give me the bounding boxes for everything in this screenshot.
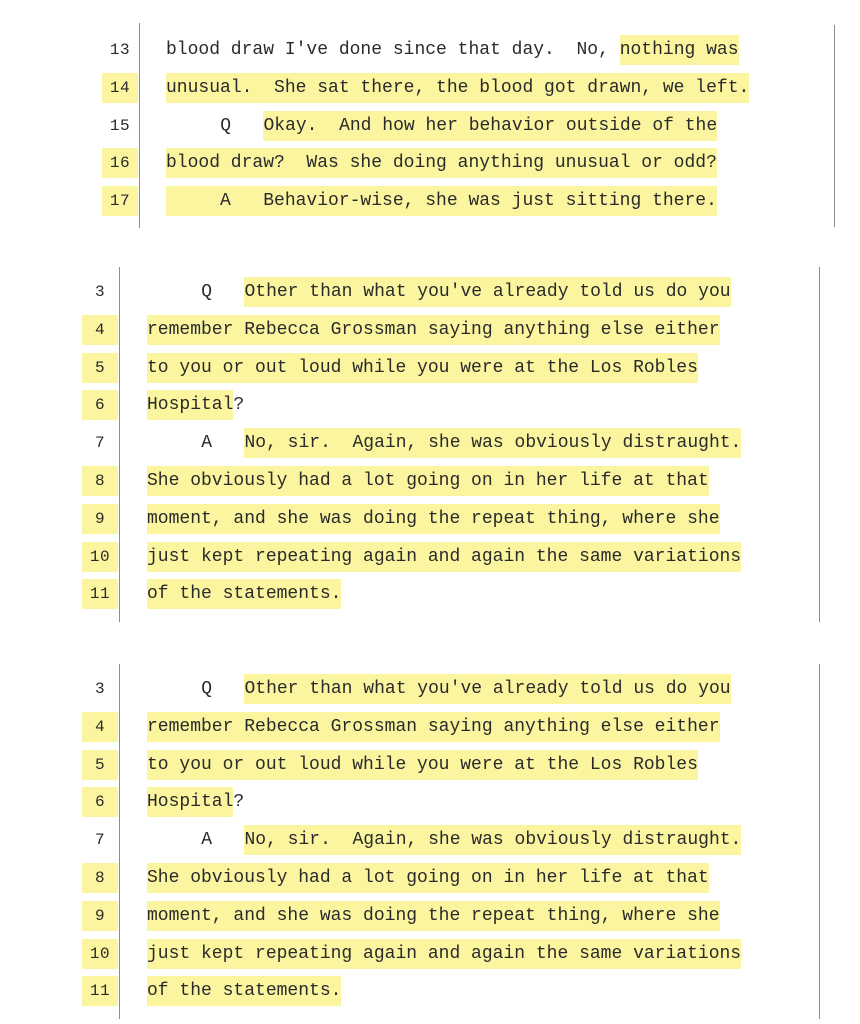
plain-text: ? [233,792,245,813]
line-number: 11 [82,579,118,609]
line-text [166,148,717,178]
highlighted-text: Other than what you've already told us do you [244,277,730,307]
transcript-line [0,73,860,109]
highlighted-text: remember Rebecca Grossman saying anything else either [147,315,720,345]
line-number: 5 [82,353,118,383]
line-number: 8 [82,466,118,496]
transcript-line [0,825,860,861]
transcript-line [0,353,860,389]
highlighted-text: to you or out loud while you were at the Los Robles [147,750,698,780]
transcript-line [0,579,860,615]
highlighted-text: unusual. She sat there, the blood got drawn, we left. [166,73,749,103]
line-number: 10 [82,939,118,969]
transcript-line [0,976,860,1012]
line-text [201,674,730,704]
highlighted-text: Hospital [147,787,233,817]
highlighted-text: nothing was [620,35,739,65]
line-number: 9 [82,504,118,534]
highlighted-text: Okay. And how her behavior outside of the [263,111,717,141]
transcript-line [0,504,860,540]
line-text [147,787,244,817]
transcript-line [0,466,860,502]
line-number: 3 [94,283,106,301]
plain-text: ? [233,395,245,416]
plain-text: A [201,830,245,851]
line-number: 7 [94,831,106,850]
line-number: 17 [102,186,138,216]
line-text [147,579,341,609]
line-text [147,315,720,345]
highlighted-text: to you or out loud while you were at the Los Robles [147,353,698,383]
highlighted-text: of the statements. [147,976,341,1006]
transcript-line [0,277,860,313]
line-text [147,976,341,1006]
line-text [147,712,720,742]
highlighted-text: of the statements. [147,579,341,609]
line-number: 13 [109,41,131,59]
line-number: 4 [82,712,118,742]
highlighted-text: No, sir. Again, she was obviously distraught. [244,825,741,855]
line-number: 4 [82,315,118,345]
line-number: 16 [102,148,138,178]
line-number: 6 [82,787,118,817]
highlighted-text: just kept repeating again and again the same variations [147,542,741,572]
line-number: 14 [102,73,138,103]
transcript-line [0,428,860,464]
line-text [147,542,741,572]
line-number: 5 [82,750,118,780]
highlighted-text: She obviously had a lot going on in her life at that [147,863,709,893]
highlighted-text: A Behavior-wise, she was just sitting there. [166,186,717,216]
plain-text: A [201,433,245,454]
line-text [220,111,717,141]
line-text [201,277,730,307]
transcript-line [0,863,860,899]
line-text [147,390,244,420]
transcript-line [0,35,860,71]
line-text [201,428,741,458]
highlighted-text: just kept repeating again and again the same variations [147,939,741,969]
line-text [201,825,741,855]
line-text [147,504,720,534]
highlighted-text: remember Rebecca Grossman saying anything else either [147,712,720,742]
transcript-line [0,542,860,578]
line-text [147,863,709,893]
plain-text: blood draw I've done since that day. No, [166,40,620,60]
line-text [166,35,739,65]
plain-text: Q [220,115,264,136]
line-number: 3 [94,680,106,698]
highlighted-text: Hospital [147,390,233,420]
line-number: 7 [94,434,106,453]
line-text [147,901,720,931]
line-number: 6 [82,390,118,420]
transcript-line [0,148,860,184]
transcript-line [0,186,860,222]
plain-text: Q [201,282,245,302]
line-number: 9 [82,901,118,931]
line-text [166,186,717,216]
transcript-line [0,787,860,823]
highlighted-text: moment, and she was doing the repeat thing, where she [147,901,720,931]
line-number: 10 [82,542,118,572]
highlighted-text: No, sir. Again, she was obviously distraught. [244,428,741,458]
line-text [147,750,698,780]
transcript-line [0,674,860,710]
transcript-line [0,111,860,147]
line-text [147,353,698,383]
transcript-line [0,712,860,748]
line-text [166,73,749,103]
line-text [147,939,741,969]
transcript-line [0,939,860,975]
plain-text: Q [201,679,245,699]
line-number: 8 [82,863,118,893]
transcript-line [0,315,860,351]
transcript-line [0,750,860,786]
transcript-line [0,390,860,426]
highlighted-text: She obviously had a lot going on in her life at that [147,466,709,496]
line-number: 11 [82,976,118,1006]
highlighted-text: moment, and she was doing the repeat thing, where she [147,504,720,534]
highlighted-text: blood draw? Was she doing anything unusual or odd? [166,148,717,178]
transcript-line [0,901,860,937]
highlighted-text: Other than what you've already told us do you [244,674,730,704]
line-number: 15 [109,116,131,135]
line-text [147,466,709,496]
